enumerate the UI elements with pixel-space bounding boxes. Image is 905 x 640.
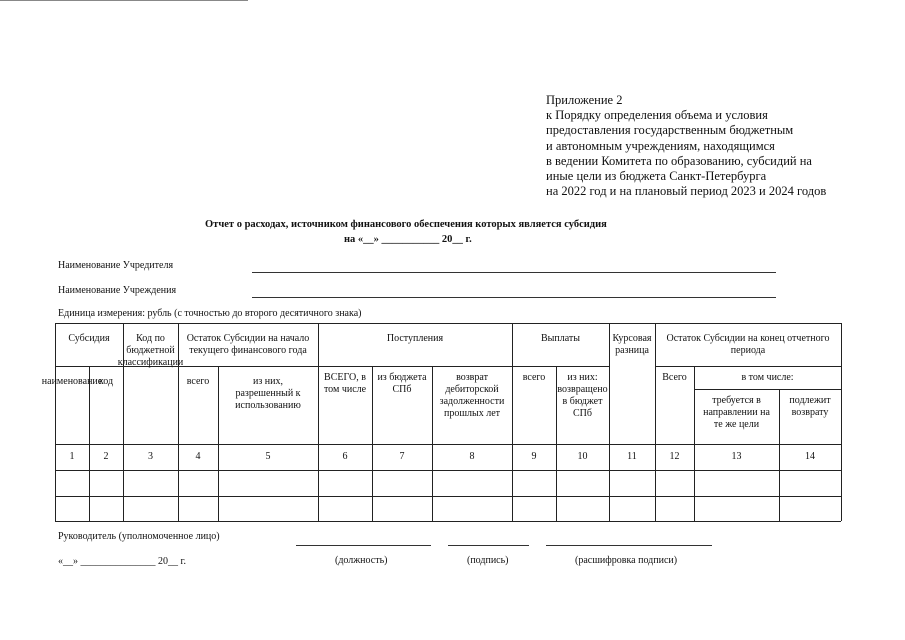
header-payments: Выплаты	[541, 333, 580, 344]
column-number: 8	[469, 451, 475, 462]
header-balance-start: Остаток Субсидии на начало текущего финансового года	[186, 333, 310, 356]
top-rule	[0, 0, 248, 1]
header-start-total: всего	[186, 376, 210, 387]
column-number: 14	[805, 451, 815, 462]
position-line[interactable]	[296, 545, 431, 546]
appendix-line: на 2022 год и на плановый период 2023 и 2024 годов	[546, 184, 827, 199]
appendix-block	[546, 93, 826, 199]
report-title: Отчет о расходах, источником финансового обеспечения которых является субсидия	[205, 219, 607, 230]
column-number: 1	[69, 451, 75, 462]
header-subsidy: Субсидия	[68, 333, 110, 344]
header-rate-difference: Курсовая разница	[612, 333, 652, 356]
column-number: 2	[103, 451, 109, 462]
column-number: 4	[195, 451, 201, 462]
founder-field-line	[252, 272, 776, 273]
column-number: 12	[669, 451, 680, 462]
header-to-refund: подлежит возврату	[789, 395, 831, 418]
founder-label: Наименование Учредителя	[58, 260, 174, 271]
institution-field-line	[252, 297, 776, 298]
column-number: 3	[148, 451, 153, 462]
appendix-line: и автономным учреждениям, находящимся	[546, 138, 775, 153]
column-number: 9	[531, 451, 537, 462]
column-number: 13	[731, 451, 742, 462]
header-from-budget: из бюджета СПб	[377, 372, 427, 395]
column-number: 6	[342, 451, 348, 462]
column-number: 10	[577, 451, 588, 462]
signature-decode-caption: (расшифровка подписи)	[575, 555, 678, 566]
header-kod: код	[98, 376, 114, 387]
header-payments-total: всего	[522, 372, 546, 383]
table-line	[841, 323, 842, 521]
appendix-line: в ведении Комитета по образованию, субсидий на	[546, 153, 812, 168]
header-return-debt: возврат дебиторской задолженности прошлых лет	[439, 372, 505, 419]
signature-caption: (подпись)	[467, 555, 509, 566]
unit-label: Единица измерения: рубль (с точностью до второго десятичного знака)	[58, 308, 362, 319]
header-budget-code: Код по бюджетной классификации	[117, 333, 184, 368]
signature-date: «__» _______________ 20__ г.	[58, 556, 186, 567]
appendix-line: Приложение 2	[546, 93, 623, 107]
appendix-line: к Порядку определения объема и условия	[546, 108, 768, 123]
header-including: в том числе:	[741, 372, 794, 383]
appendix-line: иные цели из бюджета Санкт-Петербурга	[546, 169, 767, 184]
column-number: 5	[265, 451, 271, 462]
header-balance-end: Остаток Субсидии на конец отчетного периода	[666, 333, 830, 356]
table-row[interactable]	[56, 471, 840, 495]
report-date-line: на «__» ___________ 20__ г.	[344, 234, 472, 245]
signature-decode-line[interactable]	[546, 545, 712, 546]
header-payments-returned: из них: возвращено в бюджет СПб	[557, 372, 608, 419]
header-required-same-goals: требуется в направлении на те же цели	[703, 395, 770, 430]
table-line	[55, 521, 841, 522]
header-name: наименование	[41, 376, 103, 387]
head-label: Руководитель (уполномоченное лицо)	[58, 531, 220, 542]
position-caption: (должность)	[335, 555, 388, 566]
column-number: 11	[627, 451, 637, 462]
column-number: 7	[399, 451, 405, 462]
institution-label: Наименование Учреждения	[58, 285, 177, 296]
signature-line[interactable]	[448, 545, 529, 546]
header-start-allowed: из них, разрешенный к использованию	[235, 376, 301, 411]
header-receipts-total: ВСЕГО, в том числе	[323, 372, 367, 395]
appendix-line: предоставления государственным бюджетным	[546, 123, 794, 138]
header-receipts: Поступления	[386, 333, 444, 344]
table-row[interactable]	[56, 497, 840, 520]
header-end-total: Всего	[662, 372, 687, 383]
